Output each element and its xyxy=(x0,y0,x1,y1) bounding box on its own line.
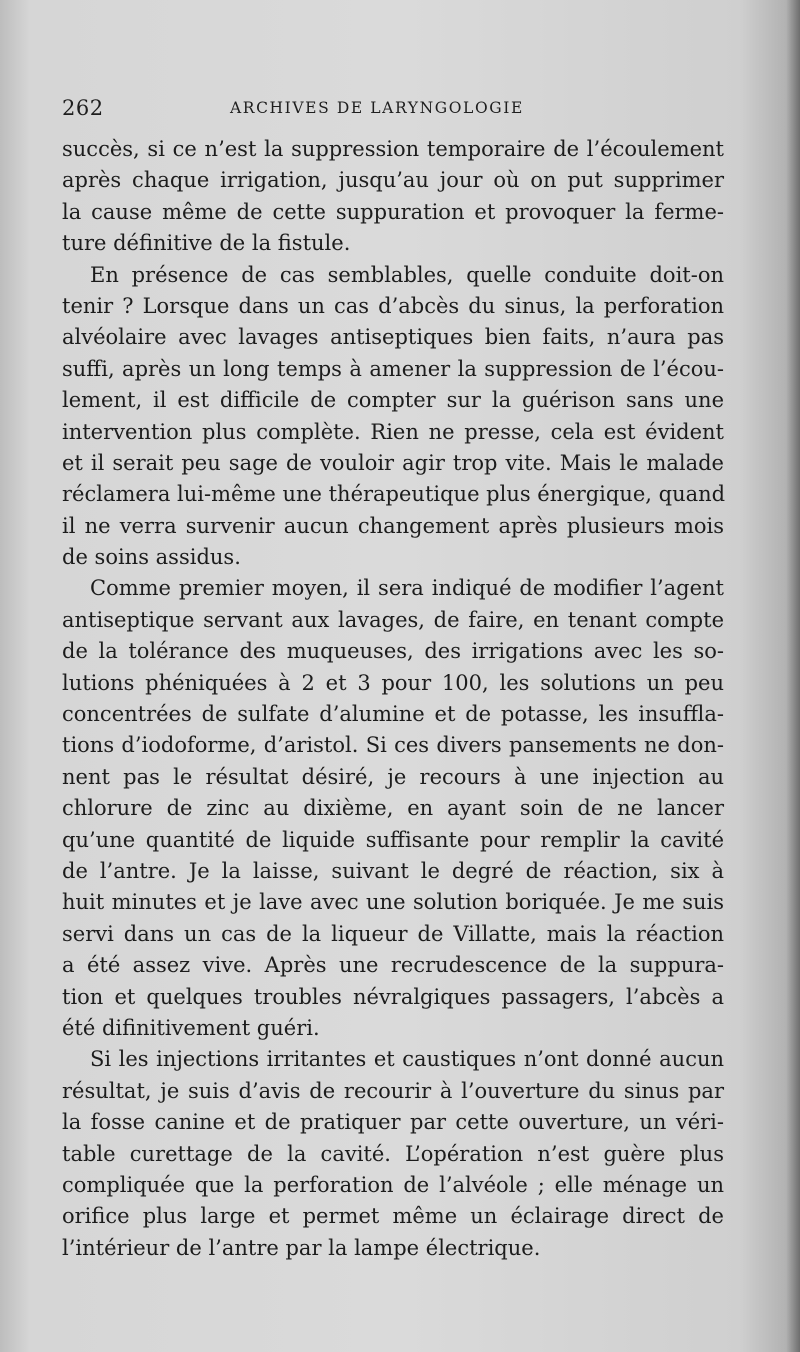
text-line: la cause même de cette suppuration et provoquer la ferme- xyxy=(62,199,724,224)
text-line: En présence de cas semblables, quelle conduite doit-on xyxy=(90,262,724,287)
text-line: tion et quelques troubles névralgiques passagers, l’abcès a xyxy=(62,984,724,1009)
page-header xyxy=(62,96,722,126)
text-line: alvéolaire avec lavages antiseptiques bien faits, n’aura pas xyxy=(62,325,724,350)
text-line: réclamera lui-même une thérapeutique plus énergique, quand xyxy=(62,482,726,507)
text-line: ture définitive de la fistule. xyxy=(62,231,351,256)
text-line: après chaque irrigation, jusqu’au jour où on put supprimer xyxy=(62,168,724,193)
text-line: suffi, après un long temps à amener la suppression de l’écou- xyxy=(62,356,724,381)
text-line: de l’antre. Je la laisse, suivant le degré de réaction, six à xyxy=(62,858,724,883)
text-line: la fosse canine et de pratiquer par cette ouverture, un véri- xyxy=(62,1110,724,1135)
text-line: Si les injections irritantes et caustiques n’ont donné aucun xyxy=(90,1047,724,1072)
paragraph xyxy=(62,573,724,1044)
body-text xyxy=(62,134,724,1264)
text-line: compliquée que la perforation de l’alvéole ; elle ménage un xyxy=(62,1172,724,1197)
text-line: lement, il est difficile de compter sur la guérison sans une xyxy=(62,388,724,413)
text-line: et il serait peu sage de vouloir agir trop vite. Mais le malade xyxy=(62,450,724,475)
text-line: antiseptique servant aux lavages, de faire, en tenant compte xyxy=(62,607,724,632)
text-line: tenir ? Lorsque dans un cas d’abcès du sinus, la perforation xyxy=(62,293,724,318)
text-line: huit minutes et je lave avec une solution boriquée. Je me suis xyxy=(62,890,724,915)
text-line: il ne verra survenir aucun changement après plusieurs mois xyxy=(62,513,724,538)
text-line: Comme premier moyen, il sera indiqué de modifier l’agent xyxy=(90,576,724,601)
text-line: succès, si ce n’est la suppression temporaire de l’écoulement xyxy=(62,137,724,161)
text-line: nent pas le résultat désiré, je recours à une injection au xyxy=(62,764,724,789)
text-line: a été assez vive. Après une recrudescence de la suppura- xyxy=(62,953,724,978)
text-line: résultat, je suis d’avis de recourir à l’ouverture du sinus par xyxy=(62,1078,724,1103)
text-line: lutions phéniquées à 2 et 3 pour 100, les solutions un peu xyxy=(62,670,724,695)
text-line: qu’une quantité de liquide suffisante pour remplir la cavité xyxy=(62,827,724,852)
text-line: de la tolérance des muqueuses, des irrigations avec les so- xyxy=(62,639,724,664)
paragraph xyxy=(62,134,724,260)
text-line: été difinitivement guéri. xyxy=(62,1015,320,1040)
text-line: tions d’iodoforme, d’aristol. Si ces divers pansements ne don- xyxy=(62,733,724,758)
text-line: table curettage de la cavité. L’opération n’est guère plus xyxy=(62,1141,724,1166)
text-line: intervention plus complète. Rien ne presse, cela est évident xyxy=(62,419,724,444)
text-line: servi dans un cas de la liqueur de Villatte, mais la réaction xyxy=(62,921,724,946)
text-line: l’intérieur de l’antre par la lampe électrique. xyxy=(62,1235,541,1260)
text-line: chlorure de zinc au dixième, en ayant soin de ne lancer xyxy=(62,796,724,821)
paragraph xyxy=(62,260,724,574)
paragraph xyxy=(62,1044,724,1264)
text-line: concentrées de sulfate d’alumine et de potasse, les insuffla- xyxy=(62,702,724,727)
text-line: de soins assidus. xyxy=(62,545,241,570)
page-number: 262 xyxy=(62,96,104,120)
text-line: orifice plus large et permet même un éclairage direct de xyxy=(62,1204,724,1229)
running-head: ARCHIVES DE LARYNGOLOGIE xyxy=(230,99,524,117)
